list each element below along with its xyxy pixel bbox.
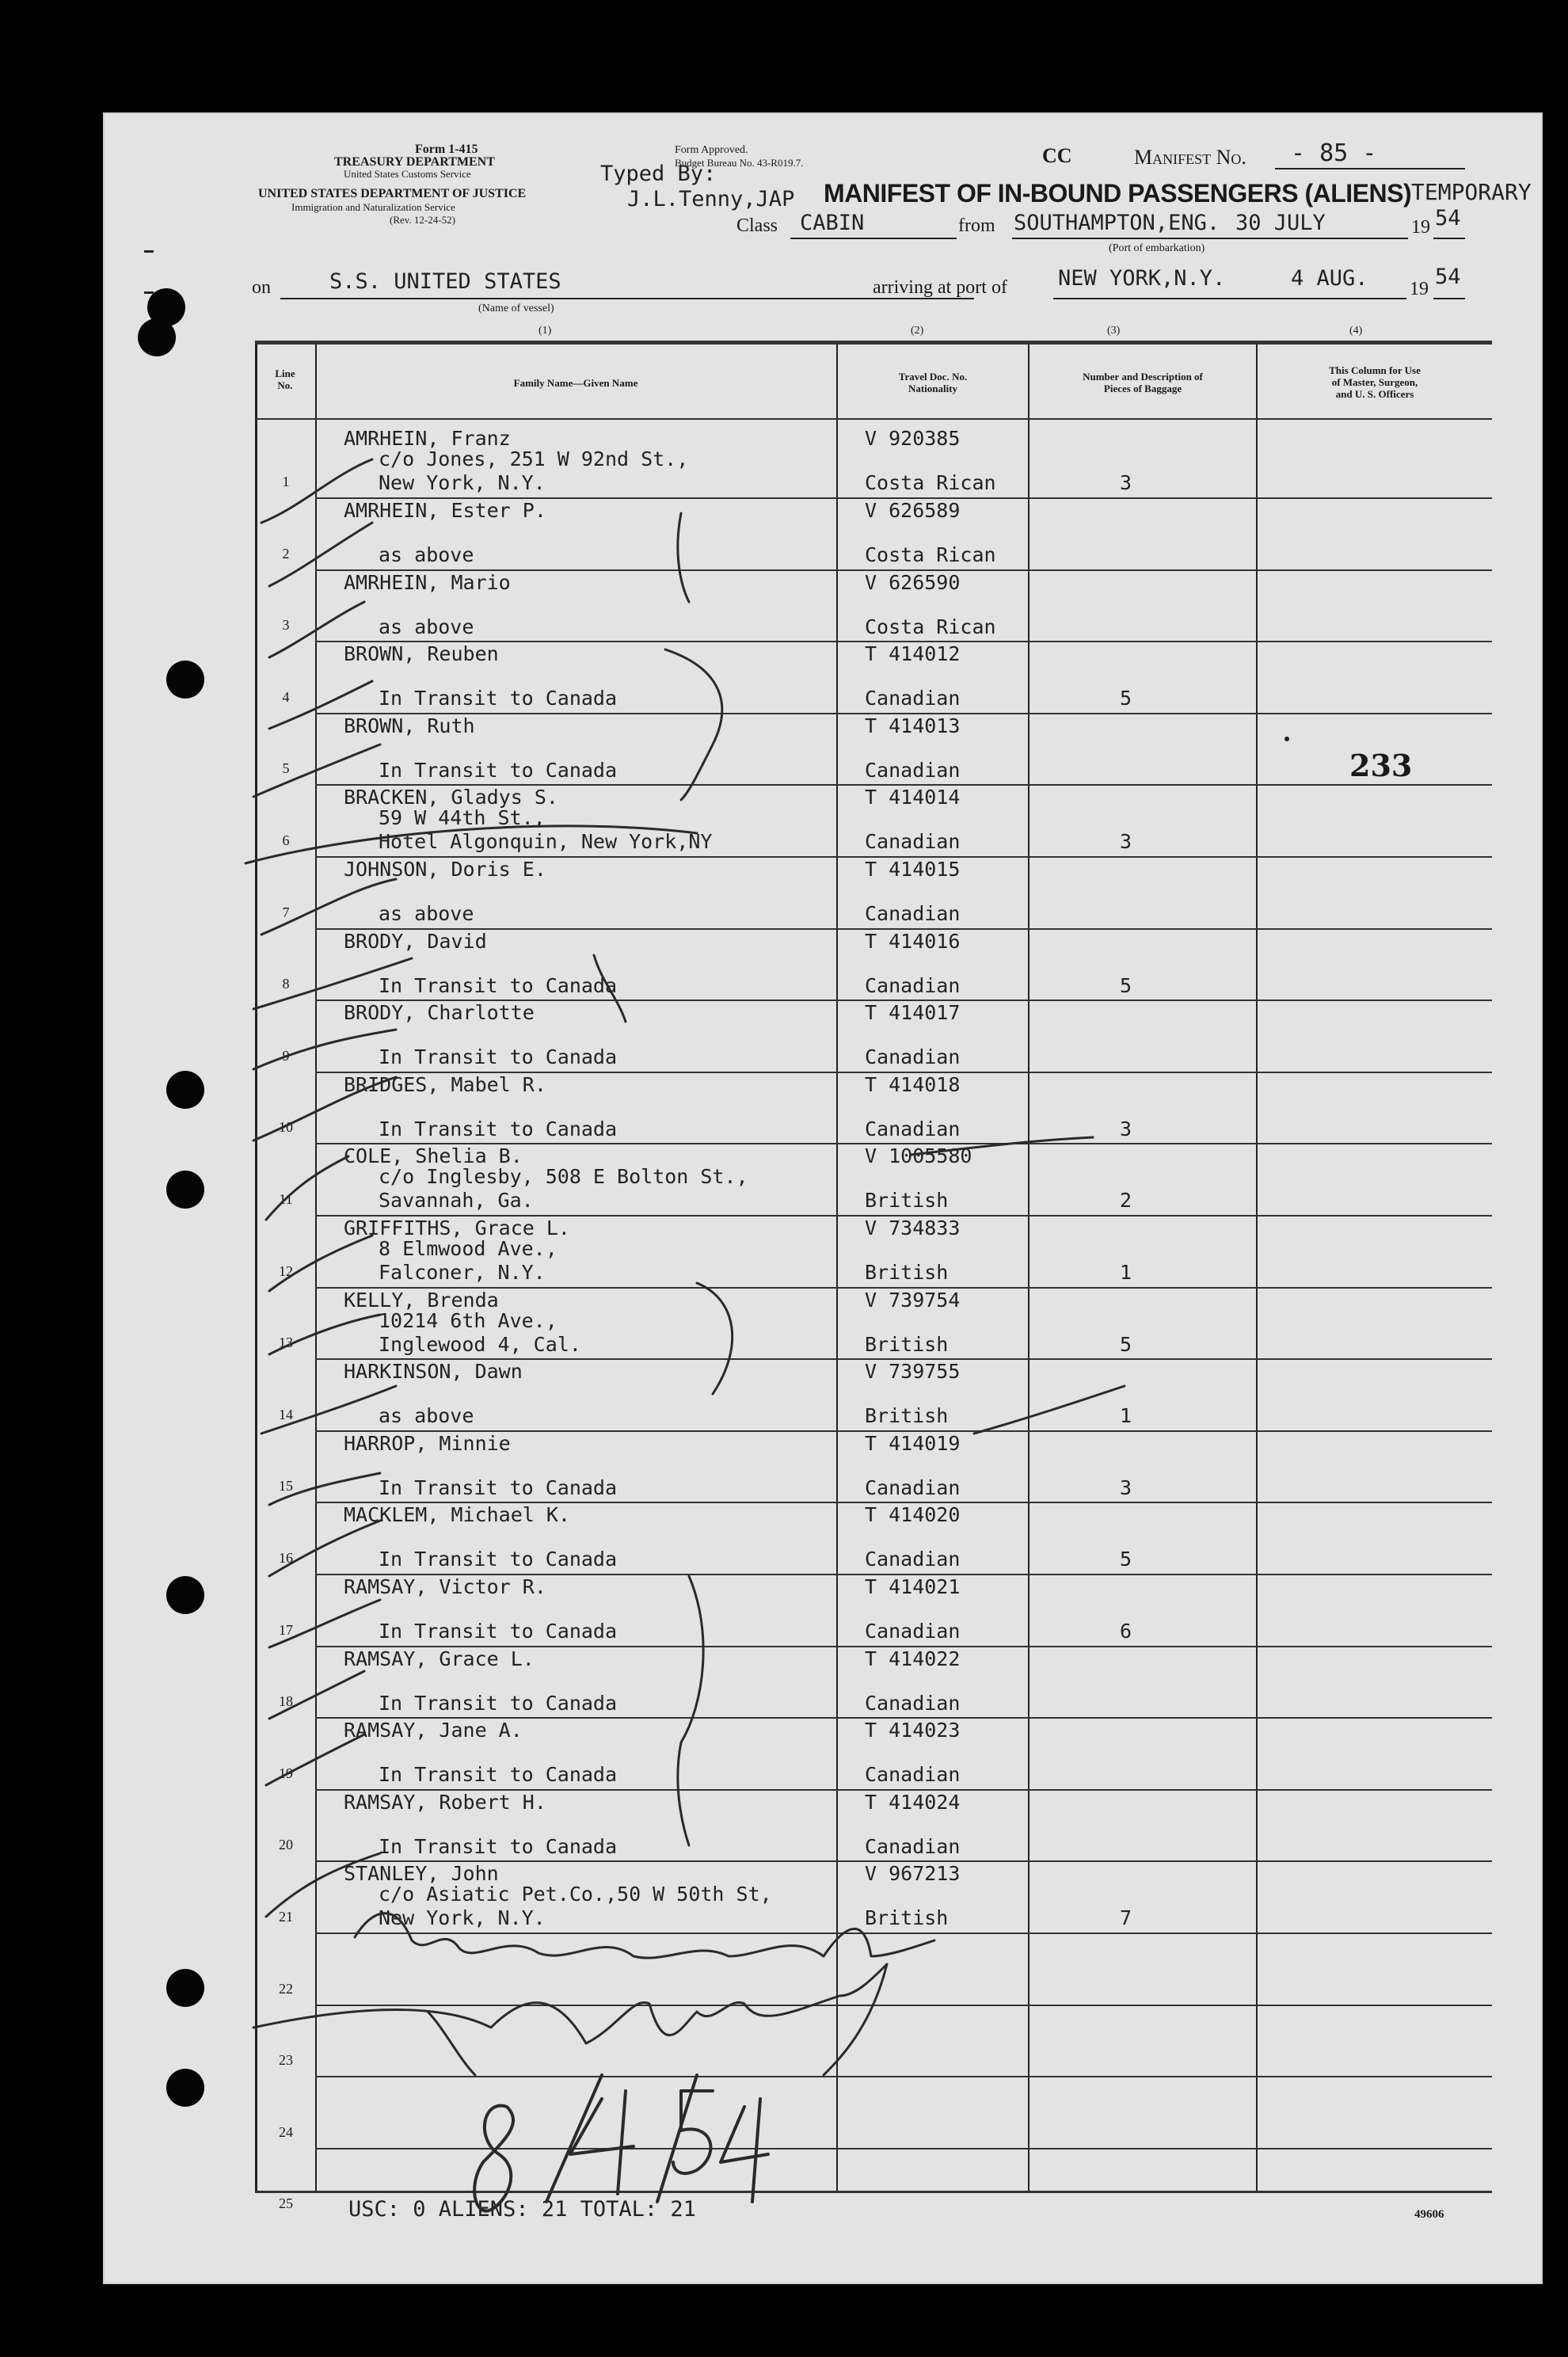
passenger-address-line2: In Transit to Canada	[379, 1763, 618, 1787]
line-number: 11	[279, 1191, 293, 1207]
passenger-address-line2: In Transit to Canada	[379, 1691, 618, 1715]
travel-doc-number: T 414016	[865, 929, 961, 953]
line-number: 24	[279, 2123, 293, 2140]
treasury-department: TREASURY DEPARTMENT	[334, 155, 495, 169]
baggage-count: 5	[1120, 687, 1132, 710]
baggage-count: 3	[1120, 1117, 1132, 1140]
baggage-count: 2	[1120, 1189, 1132, 1213]
passenger-name: AMRHEIN, Mario	[344, 570, 511, 594]
on-label: on	[252, 277, 271, 298]
nationality: Canadian	[865, 1476, 961, 1499]
baggage-count: 5	[1120, 973, 1132, 997]
passenger-name: GRIFFITHS, Grace L.	[344, 1217, 570, 1239]
check-mark	[245, 826, 697, 863]
check-mark	[269, 1600, 380, 1647]
passenger-address-line2: as above	[379, 615, 474, 638]
check-mark	[911, 1137, 1093, 1155]
year-suffix: 54	[1435, 206, 1461, 230]
line-number: 15	[279, 1478, 293, 1495]
line-number: 25	[279, 2195, 293, 2212]
travel-doc-number: T 414014	[865, 786, 961, 809]
check-mark	[253, 1077, 396, 1140]
baggage-count: 3	[1120, 830, 1132, 854]
footer-totals: USC: 0 ALIENS: 21 TOTAL: 21	[348, 2197, 696, 2222]
nationality: Canadian	[865, 1763, 961, 1787]
arrival-port: NEW YORK,N.Y.	[1058, 266, 1226, 291]
check-mark	[269, 1473, 380, 1505]
revision-date: (Rev. 12-24-52)	[390, 214, 455, 226]
officers-header-line2: of Master, Surgeon,	[1331, 376, 1418, 388]
check-mark	[253, 744, 380, 797]
check-mark	[266, 1734, 364, 1785]
passenger-address-line1: c/o Inglesby, 508 E Bolton St.,	[379, 1165, 748, 1189]
line-number: 2	[282, 545, 290, 562]
nationality: Canadian	[865, 973, 961, 997]
check-mark	[253, 1030, 396, 1069]
travel-doc-number: V 626589	[865, 499, 961, 522]
check-mark	[678, 513, 689, 602]
baggage-count: 7	[1120, 1906, 1132, 1930]
check-mark	[269, 602, 364, 657]
nationality: British	[865, 1404, 949, 1428]
hw-date-4b	[721, 2099, 768, 2202]
nationality: British	[865, 1261, 949, 1284]
check-mark	[261, 879, 396, 935]
line-number: 9	[282, 1047, 290, 1064]
line-number: 12	[279, 1262, 293, 1279]
passenger-address-line2: Falconer, N.Y.	[379, 1261, 546, 1284]
passenger-address-line2: Inglewood 4, Cal.	[379, 1332, 581, 1356]
check-mark	[665, 649, 722, 800]
temporary-mark: TEMPORARY	[1411, 179, 1532, 205]
line-number: 1	[282, 474, 290, 489]
line-number: 23	[279, 2052, 293, 2069]
passenger-name: BRODY, David	[344, 929, 487, 953]
baggage-header-line2: Pieces of Baggage	[1103, 383, 1182, 394]
baggage-count: 1	[1120, 1261, 1132, 1284]
nationality: British	[865, 1189, 949, 1213]
passenger-address-line2: In Transit to Canada	[379, 973, 618, 997]
line-number: 4	[282, 688, 290, 705]
line-number: 3	[282, 617, 290, 634]
nationality: British	[865, 1332, 949, 1356]
check-mark	[253, 958, 412, 1009]
name-header: Family Name—Given Name	[513, 377, 638, 389]
budget-bureau: Budget Bureau No. 43-R019.7.	[675, 157, 804, 169]
passenger-address-line2: In Transit to Canada	[379, 1834, 618, 1858]
travel-doc-number: T 414013	[865, 714, 961, 737]
nationality: Costa Rican	[865, 543, 996, 566]
baggage-count: 5	[1120, 1548, 1132, 1571]
col-num-1: (1)	[539, 325, 552, 337]
nationality: Canadian	[865, 1548, 961, 1571]
check-mark	[269, 681, 372, 729]
baggage-count: 1	[1120, 1404, 1132, 1428]
passenger-address-line2: New York, N.Y.	[379, 1906, 546, 1930]
nationality: Costa Rican	[865, 471, 996, 495]
justice-department: UNITED STATES DEPARTMENT OF JUSTICE	[258, 187, 527, 200]
passenger-name: RAMSAY, Victor R.	[344, 1575, 546, 1598]
travel-doc-number: V 734833	[865, 1217, 961, 1239]
year-prefix: 19	[1411, 217, 1430, 238]
line-number: 18	[279, 1693, 293, 1710]
travel-doc-number: T 414019	[865, 1431, 961, 1455]
nationality: Costa Rican	[865, 615, 996, 638]
line-number: 22	[279, 1980, 293, 1997]
check-mark	[269, 1671, 364, 1719]
check-mark	[697, 1283, 733, 1394]
hw-date-slash2	[657, 2075, 697, 2202]
manifest-title: MANIFEST OF IN-BOUND PASSENGERS (ALIENS)	[824, 179, 1412, 208]
ins-caption: Immigration and Naturalization Service	[291, 201, 455, 213]
passenger-address-line1: c/o Jones, 251 W 92nd St.,	[379, 447, 689, 471]
passenger-name: KELLY, Brenda	[344, 1288, 499, 1312]
passenger-address-line2: New York, N.Y.	[379, 471, 546, 495]
port-caption: (Port of embarkation)	[1109, 242, 1205, 254]
nationality: Canadian	[865, 830, 961, 854]
check-mark	[269, 1521, 380, 1576]
travel-doc-number: V 739755	[865, 1360, 961, 1384]
check-mark	[269, 523, 372, 586]
class-value: CABIN	[800, 211, 865, 235]
stamp-number: 233	[1349, 748, 1413, 783]
signature-line-1	[355, 1913, 934, 1958]
officers-header-line1: This Column for Use	[1329, 364, 1421, 376]
line-no-header-line2: No.	[277, 379, 293, 391]
passenger-name: AMRHEIN, Ester P.	[344, 499, 546, 522]
baggage-count: 6	[1120, 1620, 1132, 1643]
passenger-name: RAMSAY, Grace L.	[344, 1647, 535, 1670]
nationality: Canadian	[865, 758, 961, 782]
check-mark	[269, 1315, 380, 1354]
line-number: 20	[279, 1837, 293, 1853]
check-mark	[266, 1853, 380, 1917]
nationality: Canadian	[865, 1691, 961, 1715]
line-number: 6	[282, 832, 290, 848]
form-code: 49606	[1414, 2208, 1444, 2221]
line-number: 13	[279, 1335, 293, 1351]
form-number: Form 1-415	[415, 143, 478, 156]
travel-doc-number: T 414017	[865, 1001, 961, 1025]
passenger-name: RAMSAY, Jane A.	[344, 1719, 523, 1742]
nationality: Canadian	[865, 687, 961, 710]
officers-header-line3: and U. S. Officers	[1335, 388, 1414, 400]
line-number: 7	[282, 904, 290, 920]
travel-doc-number: V 1005580	[865, 1144, 972, 1168]
passenger-name: BRIDGES, Mabel R.	[344, 1072, 546, 1096]
arriving-label: arriving at port of	[873, 277, 1007, 298]
travel-doc-number: V 967213	[865, 1862, 961, 1886]
passenger-address-line2: as above	[379, 902, 474, 925]
travel-doc-number: T 414012	[865, 642, 961, 666]
arrival-year-suffix: 54	[1435, 265, 1461, 289]
nationality: Canadian	[865, 902, 961, 925]
nationality: Canadian	[865, 1117, 961, 1140]
arrival-year-prefix: 19	[1410, 279, 1429, 299]
nationality: British	[865, 1906, 949, 1930]
travel-doc-number: V 920385	[865, 427, 961, 451]
passenger-address-line2: In Transit to Canada	[379, 687, 618, 710]
passenger-address-line1: 59 W 44th St.,	[379, 806, 546, 830]
check-mark	[678, 1576, 703, 1845]
passenger-address-line1: 10214 6th Ave.,	[379, 1308, 558, 1332]
embarkation-date: 30 JULY	[1235, 211, 1326, 235]
travel-doc-header-line1: Travel Doc. No.	[898, 371, 968, 383]
passenger-address-line1: 8 Elmwood Ave.,	[379, 1237, 558, 1260]
passenger-name: BROWN, Ruth	[344, 714, 475, 737]
passenger-address-line2: In Transit to Canada	[379, 758, 618, 782]
passenger-address-line2: In Transit to Canada	[379, 1548, 618, 1571]
travel-doc-number: T 414021	[865, 1575, 961, 1598]
check-mark	[269, 1236, 372, 1291]
hw-date-slash1	[546, 2075, 602, 2202]
travel-doc-header-line2: Nationality	[908, 383, 958, 394]
passenger-address-line2: as above	[379, 543, 474, 566]
passenger-name: BRODY, Charlotte	[344, 1001, 535, 1025]
passenger-name: BRACKEN, Gladys S.	[344, 786, 558, 809]
baggage-count: 5	[1120, 1332, 1132, 1356]
arrival-date: 4 AUG.	[1291, 266, 1368, 291]
passenger-name: AMRHEIN, Franz	[344, 427, 511, 451]
check-mark	[974, 1386, 1125, 1434]
line-number: 16	[279, 1550, 293, 1566]
baggage-header-line1: Number and Description of	[1083, 371, 1203, 383]
line-number: 5	[282, 760, 290, 777]
passenger-name: STANLEY, John	[344, 1862, 499, 1886]
customs-service: United States Customs Service	[344, 168, 471, 180]
line-no-header-line1: Line	[275, 367, 295, 379]
line-number: 8	[282, 976, 290, 992]
baggage-count: 3	[1120, 1476, 1132, 1499]
manifest-no-label: Manifest No.	[1134, 146, 1246, 169]
travel-doc-number: T 414015	[865, 858, 961, 881]
line-number: 14	[279, 1406, 293, 1422]
travel-doc-number: V 739754	[865, 1288, 961, 1312]
passenger-name: RAMSAY, Robert H.	[344, 1790, 546, 1814]
typed-by-value: J.L.Tenny,JAP	[627, 187, 795, 211]
class-label: Class	[736, 215, 778, 236]
check-mark	[266, 1156, 348, 1220]
line-number: 21	[279, 1909, 293, 1925]
passenger-address-line2: as above	[379, 1404, 474, 1428]
line-number: 10	[279, 1119, 293, 1136]
typed-by-label: Typed By:	[600, 162, 717, 186]
check-mark	[261, 1386, 396, 1434]
hw-date-4	[570, 2091, 634, 2194]
manifest-no-value: - 85 -	[1291, 139, 1377, 167]
check-mark	[594, 955, 626, 1022]
passenger-address-line2: Hotel Algonquin, New York,NY	[379, 830, 713, 854]
passenger-address-line2: In Transit to Canada	[379, 1620, 618, 1643]
signature-line-2	[253, 1964, 887, 2075]
travel-doc-number: T 414018	[865, 1072, 961, 1096]
col-num-3: (3)	[1107, 325, 1121, 337]
travel-doc-number: V 626590	[865, 570, 961, 594]
baggage-count: 3	[1120, 471, 1132, 495]
passenger-address-line2: Savannah, Ga.	[379, 1189, 534, 1213]
nationality: Canadian	[865, 1834, 961, 1858]
form-approved: Form Approved.	[675, 144, 748, 156]
col-num-2: (2)	[911, 325, 924, 337]
vessel-caption: (Name of vessel)	[478, 303, 554, 314]
passenger-name: COLE, Shelia B.	[344, 1144, 523, 1168]
passenger-address-line1: c/o Asiatic Pet.Co.,50 W 50th St,	[379, 1883, 772, 1906]
passenger-name: BROWN, Reuben	[344, 642, 499, 666]
passenger-name: JOHNSON, Doris E.	[344, 858, 546, 881]
passenger-name: HARKINSON, Dawn	[344, 1360, 523, 1384]
nationality: Canadian	[865, 1045, 961, 1069]
vessel-name: S.S. UNITED STATES	[329, 269, 561, 294]
passenger-address-line2: In Transit to Canada	[379, 1476, 618, 1499]
travel-doc-number: T 414022	[865, 1647, 961, 1670]
line-number: 17	[279, 1621, 293, 1638]
travel-doc-number: T 414020	[865, 1503, 961, 1527]
travel-doc-number: T 414023	[865, 1719, 961, 1742]
cc-mark: CC	[1042, 144, 1072, 167]
passenger-address-line2: In Transit to Canada	[379, 1117, 618, 1140]
col-num-4: (4)	[1349, 325, 1363, 337]
check-mark	[261, 459, 372, 523]
passenger-name: MACKLEM, Michael K.	[344, 1503, 570, 1527]
from-label: from	[958, 215, 995, 236]
signature-line-3	[428, 2012, 475, 2075]
passenger-address-line2: In Transit to Canada	[379, 1045, 618, 1069]
line-number: 19	[279, 1765, 293, 1781]
passenger-name: HARROP, Minnie	[344, 1431, 511, 1455]
travel-doc-number: T 414024	[865, 1790, 961, 1814]
port-of-embarkation: SOUTHAMPTON,ENG.	[1014, 211, 1220, 235]
hw-date-8	[474, 2106, 513, 2211]
nationality: Canadian	[865, 1620, 961, 1643]
